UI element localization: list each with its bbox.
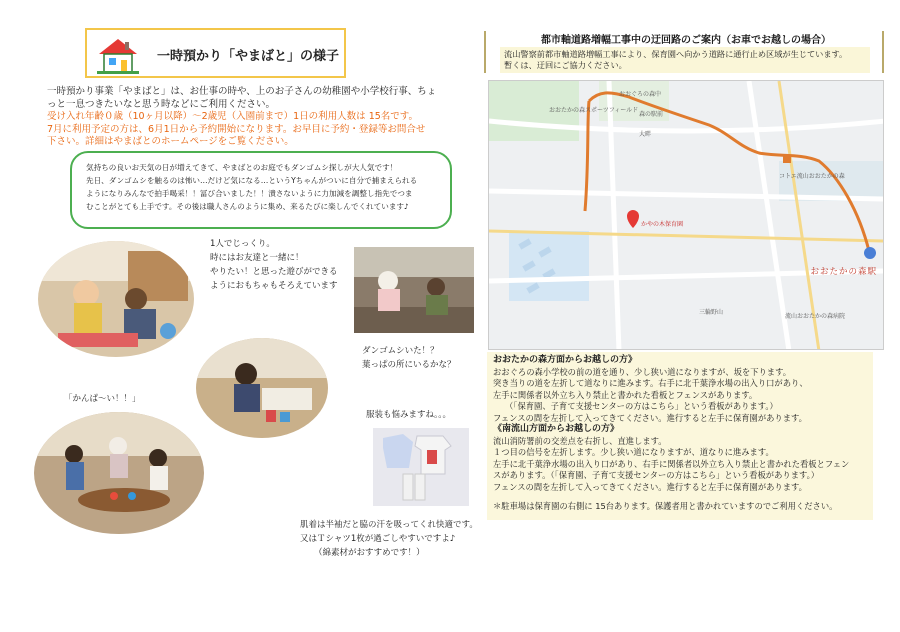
caption-line: 肌着は半袖だと脇の汗を吸ってくれ快適です。 [300,520,478,530]
map-label: おおぐろの森中 [619,91,662,98]
intro-notice-line: 7月に利用予定の方は、6月1日から予約開始になります。お早目に予約・登録等お問合せ [47,123,426,135]
detour-line: 流山警察前都市軸道路増幅工事により、保育園へ向かう道路に通行止め区域が生じています。 [504,49,848,59]
map-label: 大畔 [639,131,652,138]
directions-line: 左手に関係者以外立ち入り禁止と書かれた看板とフェンスがあります。 [493,389,758,400]
intro-notice-line: 下さい。詳細はやまばとのホームページをご覧ください。 [47,136,294,147]
directions-heading-south: 《南流山方面からお越しの方》 [493,424,620,434]
photo-caption-cheers: 「かんぱ～い！！」 [64,394,141,404]
directions-line: スがあります。（「保育園、子育て支援センターの方はこちら」という看板があります。） [493,470,820,480]
page-title: 一時預かり「やまばと」の様子 [157,49,340,64]
photo-child-playing [38,241,194,357]
directions-line: 左手に北千葉浄水場の出入り口があり、右手に関係者以外立ち入り禁止と書かれた看板とフェン [493,458,850,469]
episode-line: 気持ちの良いお天気の日が増えてきて、やまばとのお庭でもダンゴムシ探しが大人気です！ [86,163,398,172]
photo-caption-alone [210,237,338,293]
detour-line: 暫くは、迂回にご協力ください。 [504,60,627,70]
intro-notice-line: 受け入れ年齢０歳（10ヶ月以降）～2歳児（入園前まで）1日の利用人数は 15名です。 [47,111,419,122]
map-label: おおたかの森スポーツフィールド [549,107,639,114]
photo-caption-clothes: 服装も悩みますね。。。 [366,410,452,420]
photo-outdoor-bugs [354,247,474,333]
episode-line: ようになりみんなで拍手喝采！！冨び合いました！！潰さないように力加減を調整し指先でつま [86,189,413,198]
intro-text [47,86,447,149]
episode-bubble [70,151,452,229]
caption-line: 葉っぱの所にいるかな？ [362,360,456,370]
directions-line: 流山消防署前の交差点を右折し、直進します。 [493,435,667,446]
directions-line: フェンスの間を左折して入ってきてください。進行すると左手に保育園があります。 [493,412,807,423]
directions-line: おおぐろの森小学校の前の道を通り、少し狭い道になりますが、坂を下ります。 [493,366,792,377]
caption-line: 時にはお友達と一緒に！ [210,253,304,263]
house-icon [97,36,139,74]
map-label: コトエ流山おおたかの森 [779,173,845,180]
directions-box [487,352,873,520]
map-label: 森の駅前 [639,111,664,118]
photo-clothes [373,428,469,506]
detour-map [488,80,884,350]
parking-note: ＊駐車場は保育園の右側に 15台あります。保護者用と書かれていますのでご利用ください。 [493,501,838,511]
station-label: おおたかの森駅 [810,267,877,277]
intro-line: 一時預かり事業「やまばと」は、お仕事の時や、上のお子さんの幼稚園や小学校行事、ちょ [47,86,437,97]
directions-heading-north: おおたかの森方面からお越しの方》 [493,355,638,365]
directions-line: （「保育園、子育て支援センターの方はこちら」という看板があります。） [505,401,778,411]
nursery-label: かやの木保育園 [641,221,684,228]
caption-line: ようにおもちゃもそろえています [210,281,338,291]
detour-body [500,47,870,73]
photo-child-table [196,338,328,438]
caption-line: ダンゴムシいた！？ [362,346,439,356]
map-canvas [489,81,884,350]
detour-notice [484,31,884,73]
map-label: 三輪野山 [699,309,724,316]
photo-caption-underwear [300,518,478,560]
caption-line: やりたい！と思った遊びができる [210,267,338,277]
caption-line: 又はＴシャツ1枚が過ごしやすいですよ♪ [300,534,456,544]
photo-group-cheers [34,412,204,534]
episode-line: 先日、ダンゴムシを触るのは怖い…だけど気になる…というYちゃんがついに自分で捕まえられる [86,176,418,185]
section-title-box [85,28,346,78]
directions-line: 突き当りの道を左折して道なりに進みます。右手に北千葉浄水場の出入り口があり、 [493,378,808,388]
photo-caption-bugs [362,344,456,372]
caption-line: 1人でじっくり。 [210,239,275,249]
caption-line: （綿素材がおすすめです！） [314,548,425,558]
map-label: 流山おおたかの森病院 [785,313,846,320]
station-marker [864,247,876,259]
directions-line: フェンスの間を左折して入ってきてください。進行すると左手に保育園があります。 [493,481,807,492]
episode-line: むことがとても上手です。その後は職人さんのように集め、来るたびに楽しんでくれています♪ [86,202,409,211]
directions-line: １つ目の信号を左折します。少し狭い道になりますが、道なりに進みます。 [493,447,774,457]
detour-title: 都市軸道路増幅工事中の迂回路のご案内（お車でお越しの場合） [541,35,831,46]
intro-line: っと一息つきたいなと思う時などにご利用ください。 [47,98,276,110]
